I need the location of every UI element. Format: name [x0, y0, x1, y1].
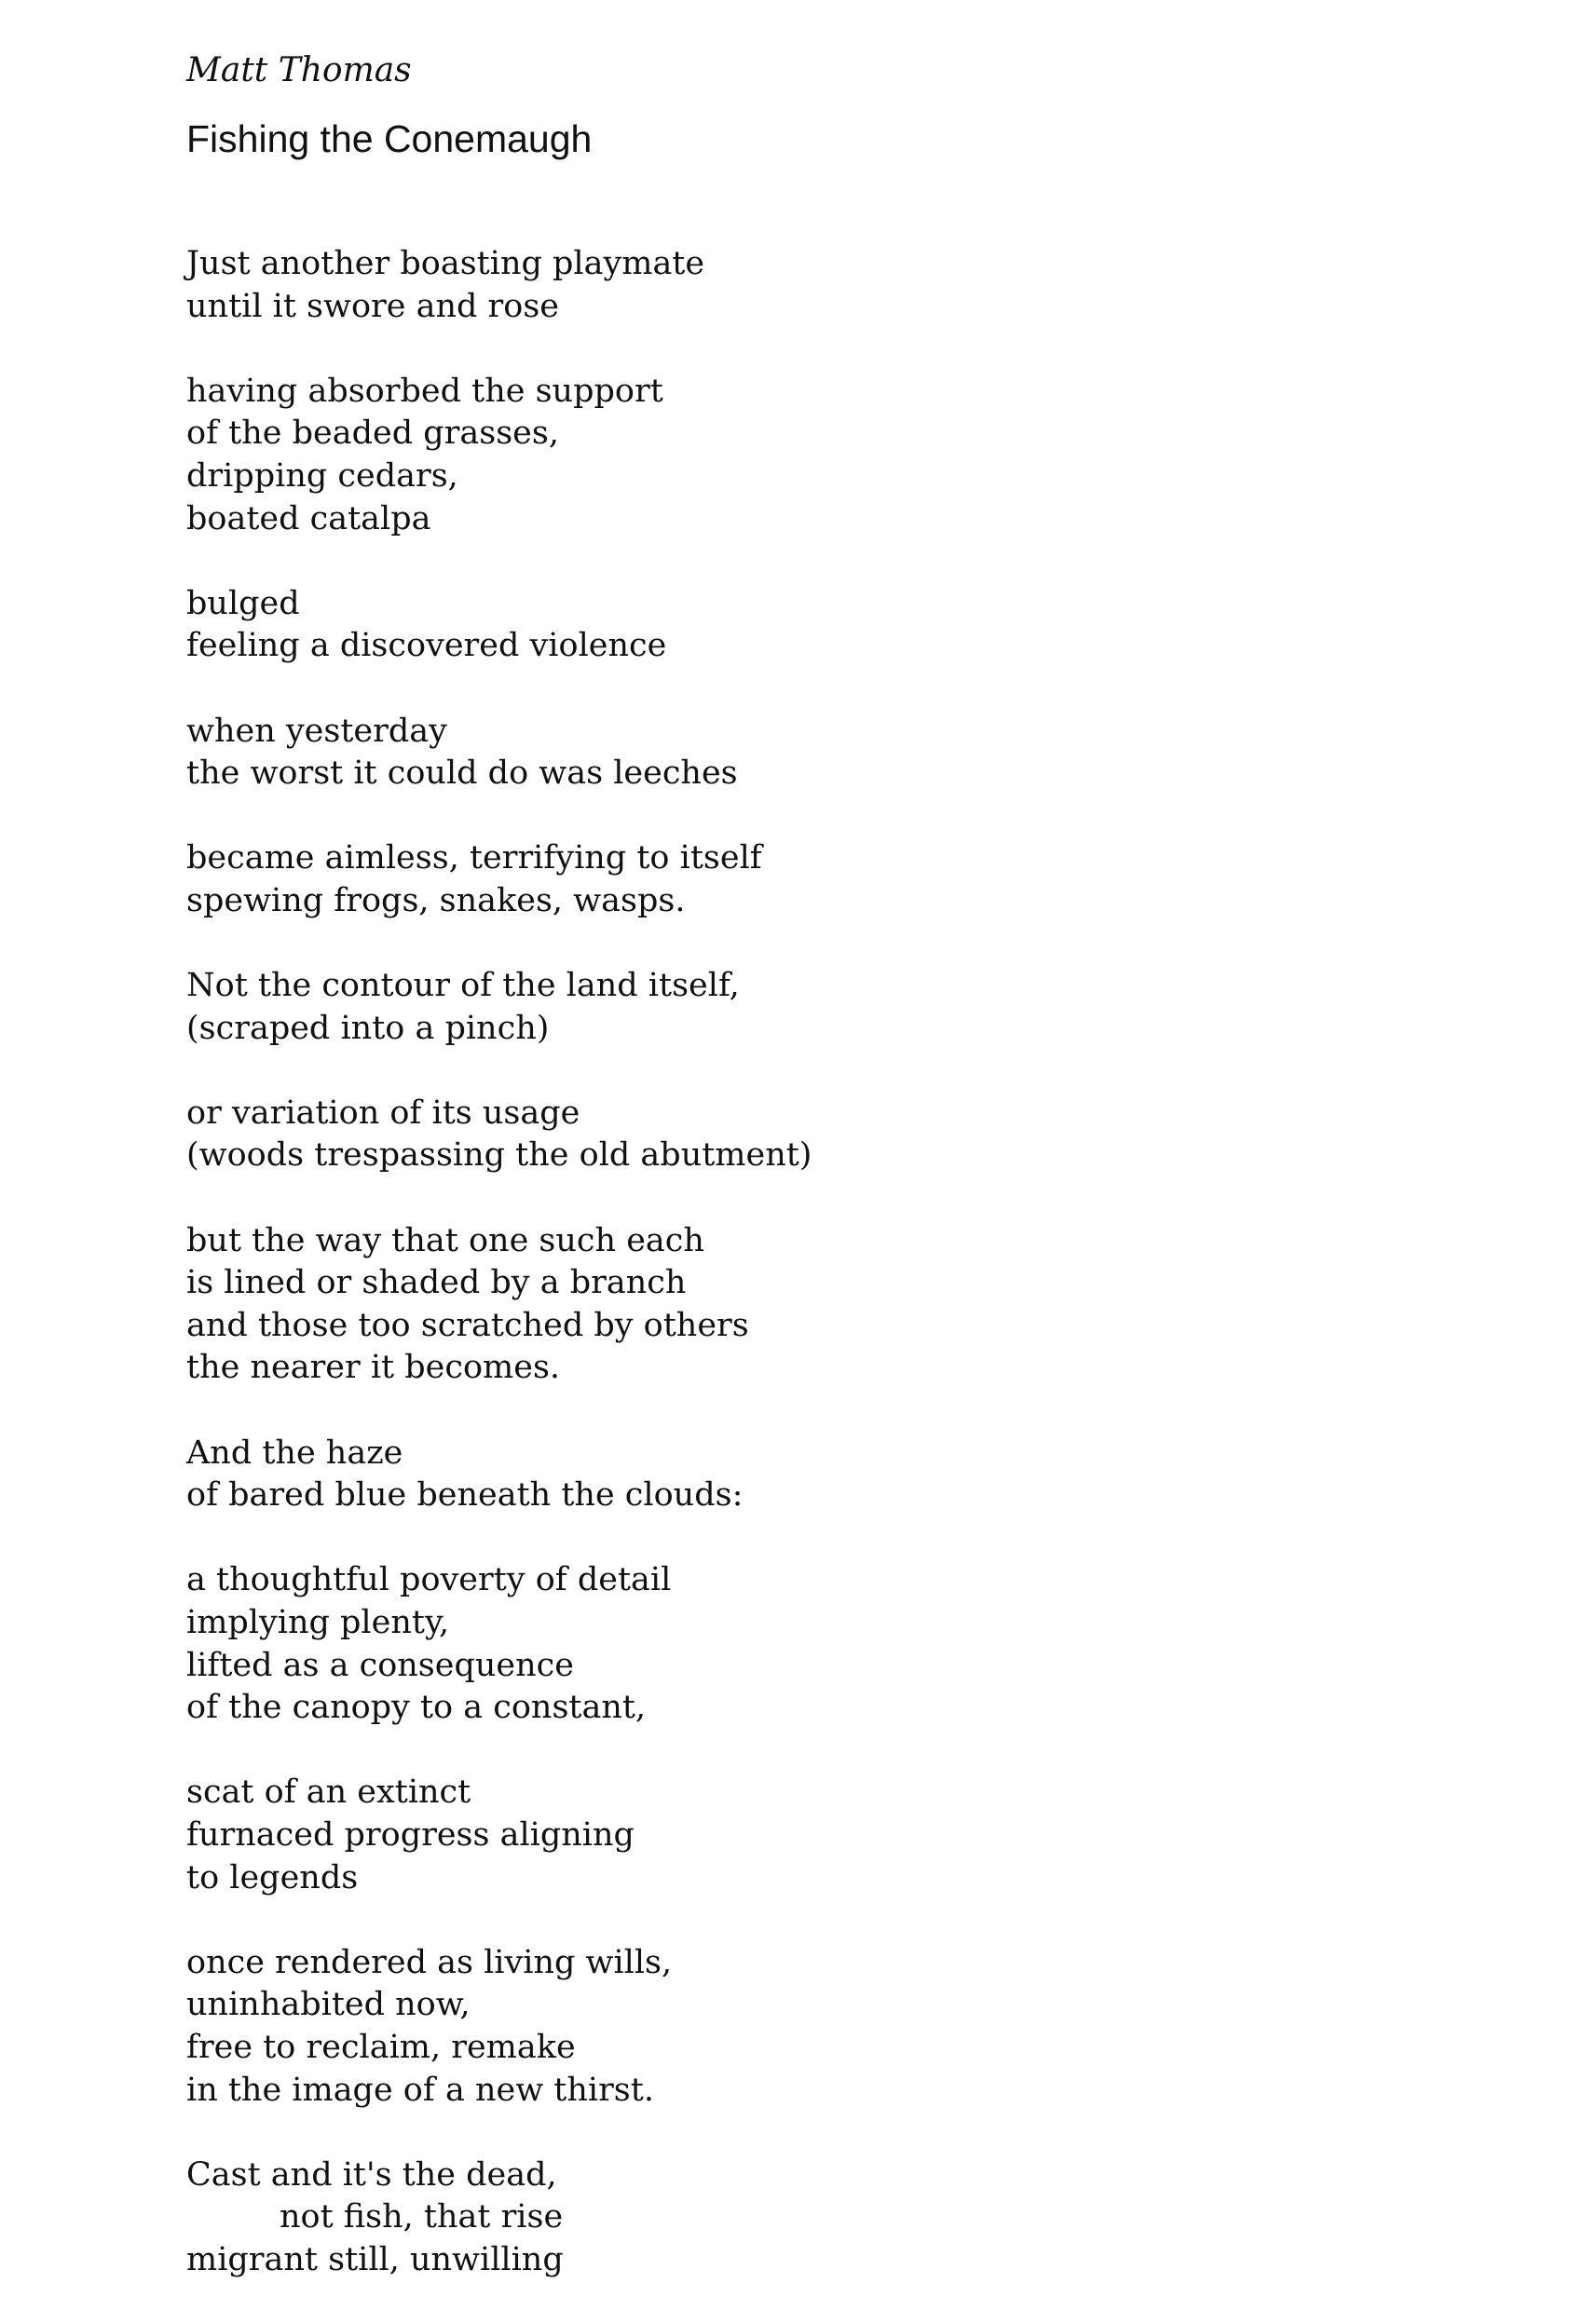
poem-line: scat of an extinct	[186, 1774, 471, 1812]
poem-line: when yesterday	[186, 712, 447, 750]
stanza	[186, 965, 1398, 1050]
stanza	[186, 371, 1398, 540]
author-name: Matt Thomas	[186, 51, 412, 89]
stanza	[186, 1942, 1398, 2112]
poem-line: is lined or shaded by a branch	[186, 1264, 687, 1302]
poem-line: and those too scratched by others	[186, 1306, 749, 1344]
poem-line: of the beaded grasses,	[186, 415, 559, 453]
poem-line: uninhabited now,	[186, 1986, 471, 2024]
poem-line: dripping cedars,	[186, 456, 458, 495]
poem-line: furnaced progress aligning	[186, 1815, 635, 1854]
poem-line: but the way that one such each	[186, 1221, 704, 1259]
poem-line: boated catalpa	[186, 499, 431, 537]
stanza	[186, 1220, 1398, 1390]
poem-line: to legends	[186, 1858, 359, 1896]
poem-line: migrant still, unwilling	[186, 2240, 564, 2278]
poem-line: or variation of its usage	[186, 1094, 580, 1132]
poem-line-indented: not fish, that rise	[280, 2198, 564, 2236]
poem-line: free to reclaim, remake	[186, 2028, 576, 2066]
poem-line: in the image of a new thirst.	[186, 2071, 654, 2109]
poem-line: Just another boasting playmate	[186, 245, 705, 282]
poem-line: And the haze	[186, 1434, 403, 1472]
poem-line: of the canopy to a constant,	[186, 1689, 647, 1727]
poem-line: (woods trespassing the old abutment)	[186, 1136, 812, 1175]
poem-line: having absorbed the support	[186, 372, 663, 410]
poem-title: Fishing the Conemaugh	[186, 117, 593, 160]
poem-line: once rendered as living wills,	[186, 1943, 673, 1981]
stanza	[186, 711, 1398, 795]
poem-line: implying plenty,	[186, 1604, 450, 1641]
poem-line: of bared blue beneath the clouds:	[186, 1476, 744, 1515]
poem-body	[186, 243, 1398, 2324]
stanza	[186, 837, 1398, 922]
stanza	[186, 1559, 1398, 1729]
poem-line: the nearer it becomes.	[186, 1349, 561, 1387]
stanza	[186, 1772, 1398, 1899]
stanza	[186, 243, 1398, 328]
poem-line: feeling a discovered violence	[186, 627, 667, 665]
poem-line: bulged	[186, 584, 300, 622]
poem-line: a thoughtful poverty of detail	[186, 1561, 672, 1599]
poem-line: the worst it could do was leeches	[186, 754, 738, 793]
poem-line: became aimless, terrifying to itself	[186, 839, 762, 877]
poem-line: lifted as a consequence	[186, 1646, 575, 1684]
stanza	[186, 1093, 1398, 1177]
poem-line: (scraped into a pinch)	[186, 1009, 550, 1047]
stanza	[186, 1433, 1398, 1517]
stanza	[186, 583, 1398, 668]
stanza	[186, 2154, 1398, 2282]
poem-line: spewing frogs, snakes, wasps.	[186, 881, 686, 919]
poem-line: Cast and it's the dead,	[186, 2155, 557, 2194]
poem-line: until it swore and rose	[186, 287, 560, 325]
poem-line: Not the contour of the land itself,	[186, 967, 740, 1005]
